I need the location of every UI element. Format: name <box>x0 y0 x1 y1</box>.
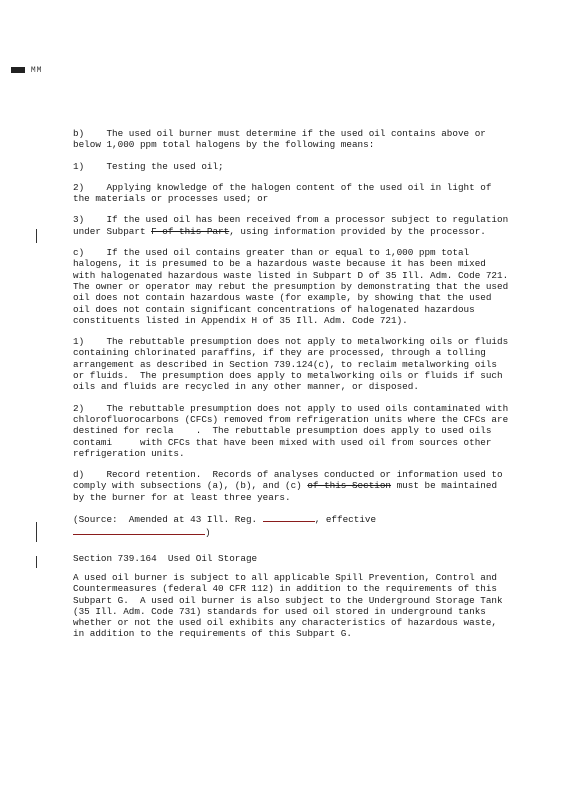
document-body <box>73 128 531 650</box>
paragraph-b3-text-end: , using information provided by the processor. <box>229 225 486 237</box>
paragraph-b1: 1) Testing the used oil; <box>73 160 224 172</box>
revision-bar <box>36 556 37 568</box>
paragraph-b3-text: 3) If the used oil has been received from a processor subject to regulation under Subpart <box>73 214 514 237</box>
paragraph-b2: 2) Applying knowledge of the halogen content of the used oil in light of the materials or processes used; or <box>73 181 498 205</box>
redaction-mark <box>11 67 25 73</box>
paragraph-d-text: d) Record retention. Records of analyses conducted or information used to comply with subsections (a), (b), and (c) <box>73 469 509 492</box>
section-heading: Section 739.164 Used Oil Storage <box>73 552 258 564</box>
header-stamp-text: MM <box>30 66 43 75</box>
struck-text: F of this Part <box>151 225 230 237</box>
paragraph-b3 <box>73 214 513 237</box>
paragraph-c1: 1) The rebuttable presumption does not apply to metalworking oils or fluids containing chlorinated paraffins, if they are processed, through a tolling arrangement as described in Section 739.124(c), to reclaim metalworking oils or fluids. The presumption does apply to metalworking oils or fluids if such oils and fluids are recycled in any other manner, or disposed. <box>73 336 514 393</box>
revision-bar <box>36 522 37 542</box>
blank-line <box>263 513 315 522</box>
struck-text: of this Section <box>307 480 392 492</box>
paragraph-d-text-end: must be maintained by the burner for at least three years. <box>73 480 503 503</box>
paragraph-c: c) If the used oil contains greater than or equal to 1,000 ppm total halogens, it is presumed to be a hazardous waste because it has been mixed with halogenated hazardous waste listed in Subpart D of 35 Ill. Adm. Code 721. The owner or operator may rebut the presumption by demonstrating that the used oil does not contain hazardous waste (for example, by showing that the used oil does not contain significant concentrations of halogenated hazardous constituents listed in Appendix H of 35 Ill. Adm. Code 721). <box>73 247 520 326</box>
section-body: A used oil burner is subject to all applicable Spill Prevention, Control and Countermeasures (federal 40 CFR 112) in addition to the requirements of this Subpart G. A used oil burner is also subject to the Underground Storage Tank (35 Ill. Adm. Code 731) standards for used oil stored in underground tanks whether or not the used oil exhibits any characteristics of hazardous waste, in addition to the requirements of this Subpart G. <box>73 571 509 640</box>
paragraph-b: b) The used oil burner must determine if the used oil contains above or below 1,000 ppm total halogens by the following means: <box>73 128 492 151</box>
source-close: ) <box>205 527 211 539</box>
source-effective: , effective <box>314 514 377 526</box>
source-note-text: (Source: Amended at 43 Ill. Reg. <box>73 514 263 526</box>
header-stamp <box>8 66 42 75</box>
paragraph-d <box>73 469 513 503</box>
source-note <box>73 513 513 539</box>
paragraph-c2: 2) The rebuttable presumption does not apply to used oils contaminated with chlorofluorocarbons (CFCs) removed from refrigeration units where the CFCs are destined for recla . The rebuttable presumption does apply to used oils contami with CFCs that have been mixed with used oil from sources other refrigeration units. <box>73 402 531 459</box>
blank-line <box>73 525 205 535</box>
revision-bar <box>36 229 37 243</box>
